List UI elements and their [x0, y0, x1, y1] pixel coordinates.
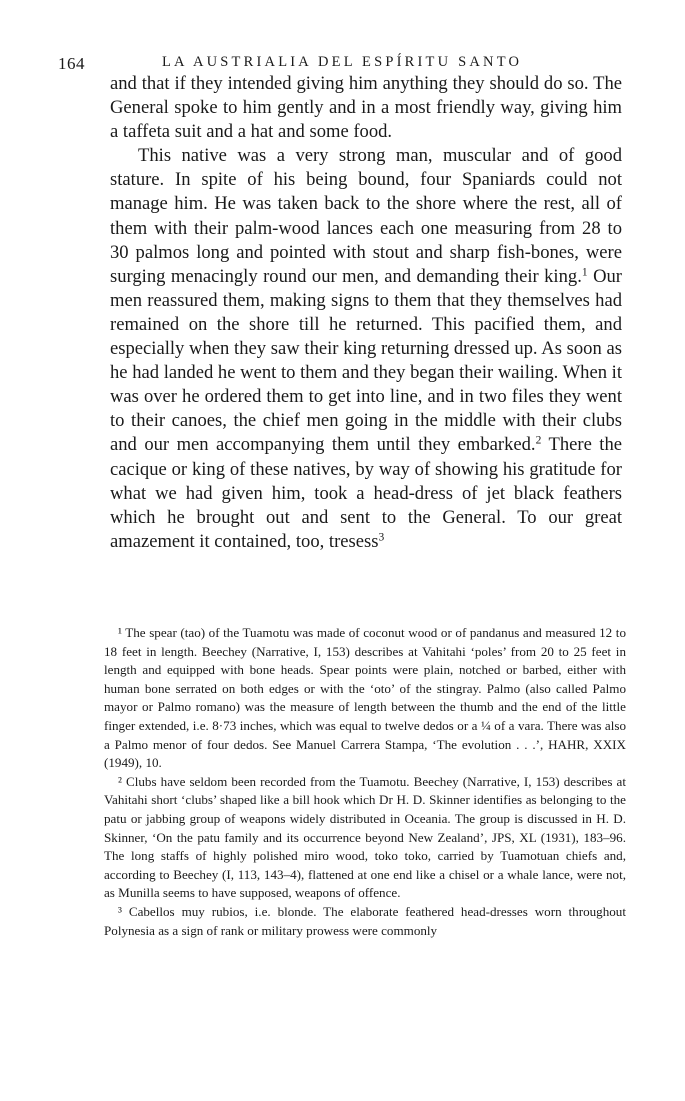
paragraph: and that if they intended giving him anything they should do so. The General spoke to him gently and in a most friendly way, giving him a taffeta suit and a hat and some food.	[110, 73, 622, 143]
paragraph-text: This native was a very strong man, muscular and of good stature. In spite of his being bound, four Spaniards could not manage him. He was taken back to the shore where the rest, all of them with their palm-wood lances each one measuring from 28 to 30 palmos long and pointed with stout and sharp fish-bones, were surging menacingly round our men, and demanding their king.	[110, 145, 622, 287]
footnote-reference: 3	[378, 531, 385, 544]
page-number: 164	[58, 54, 85, 73]
footnote-reference: 1	[581, 266, 588, 279]
footnote: ² Clubs have seldom been recorded from the Tuamotu. Beechey (Narrative, I, 153) describes at Vahitahi short ‘clubs’ shaped like a bill hook which Dr H. D. Skinner identifies as belonging to the patu or jabbing group of weapons widely distributed in Oceania. The group is discussed in H. D. Skinner, ‘On the patu family and its occurrence beyond New Zealand’, JPS, XL (1931), 183–96. The long staffs of highly polished miro wood, toko toko, carried by Tuamotuan chiefs and, according to Beechey (I, 113, 143–4), flattened at one end like a chisel or a whale lance, were not, as Munilla seems to have supposed, weapons of offence.	[104, 773, 626, 901]
running-title: LA AUSTRIALIA DEL ESPÍRITU SANTO	[162, 54, 523, 70]
footnote: ¹ The spear (tao) of the Tuamotu was made of coconut wood or of pandanus and measured 12 to 18 feet in length. Beechey (Narrative, I, 153) describes at Vahitahi ‘poles’ from 20 to 25 feet in length and equipped with bone heads. Spear points were plain, notched or barbed, either with human bone serrated on both edges or with the ‘oto’ of the stingray. Palmo (also called Palmo mayor or Palmo romano) was the measure of length between the thumb and the end of the little finger extended, i.e. 8·73 inches, which was equal to twelve dedos or a ¼ of a vara. There was also a Palmo menor of four dedos. See Manuel Carrera Stampa, ‘The evolution . . .’, HAHR, XXIX (1949), 10.	[104, 625, 626, 771]
paragraph-text: Our men reassured them, making signs to them that they themselves had remained on the shore till he returned. This pacified them, and especially when they saw their king returning dressed up. As soon as he had landed he went to them and they began their wailing. When it was over he ordered them to get into line, and in two files they went to their canoes, the chief men going in the middle with their clubs and our men accompanying them until they embarked.	[110, 265, 622, 456]
footnotes	[104, 624, 626, 940]
footnote-reference: 2	[535, 435, 542, 448]
running-head	[58, 50, 628, 74]
main-text	[110, 72, 622, 554]
paragraph-text: There the cacique or king of these natives, by way of showing his gratitude for what we had given him, took a head-dress of jet black feathers which he brought out and sent to the General. To our great amazement it contained, too, tresess	[110, 434, 623, 552]
footnote: ³ Cabellos muy rubios, i.e. blonde. The elaborate feathered head-dresses worn throughout Polynesia as a sign of rank or military prowess were commonly	[104, 903, 626, 938]
paragraph	[110, 144, 622, 554]
